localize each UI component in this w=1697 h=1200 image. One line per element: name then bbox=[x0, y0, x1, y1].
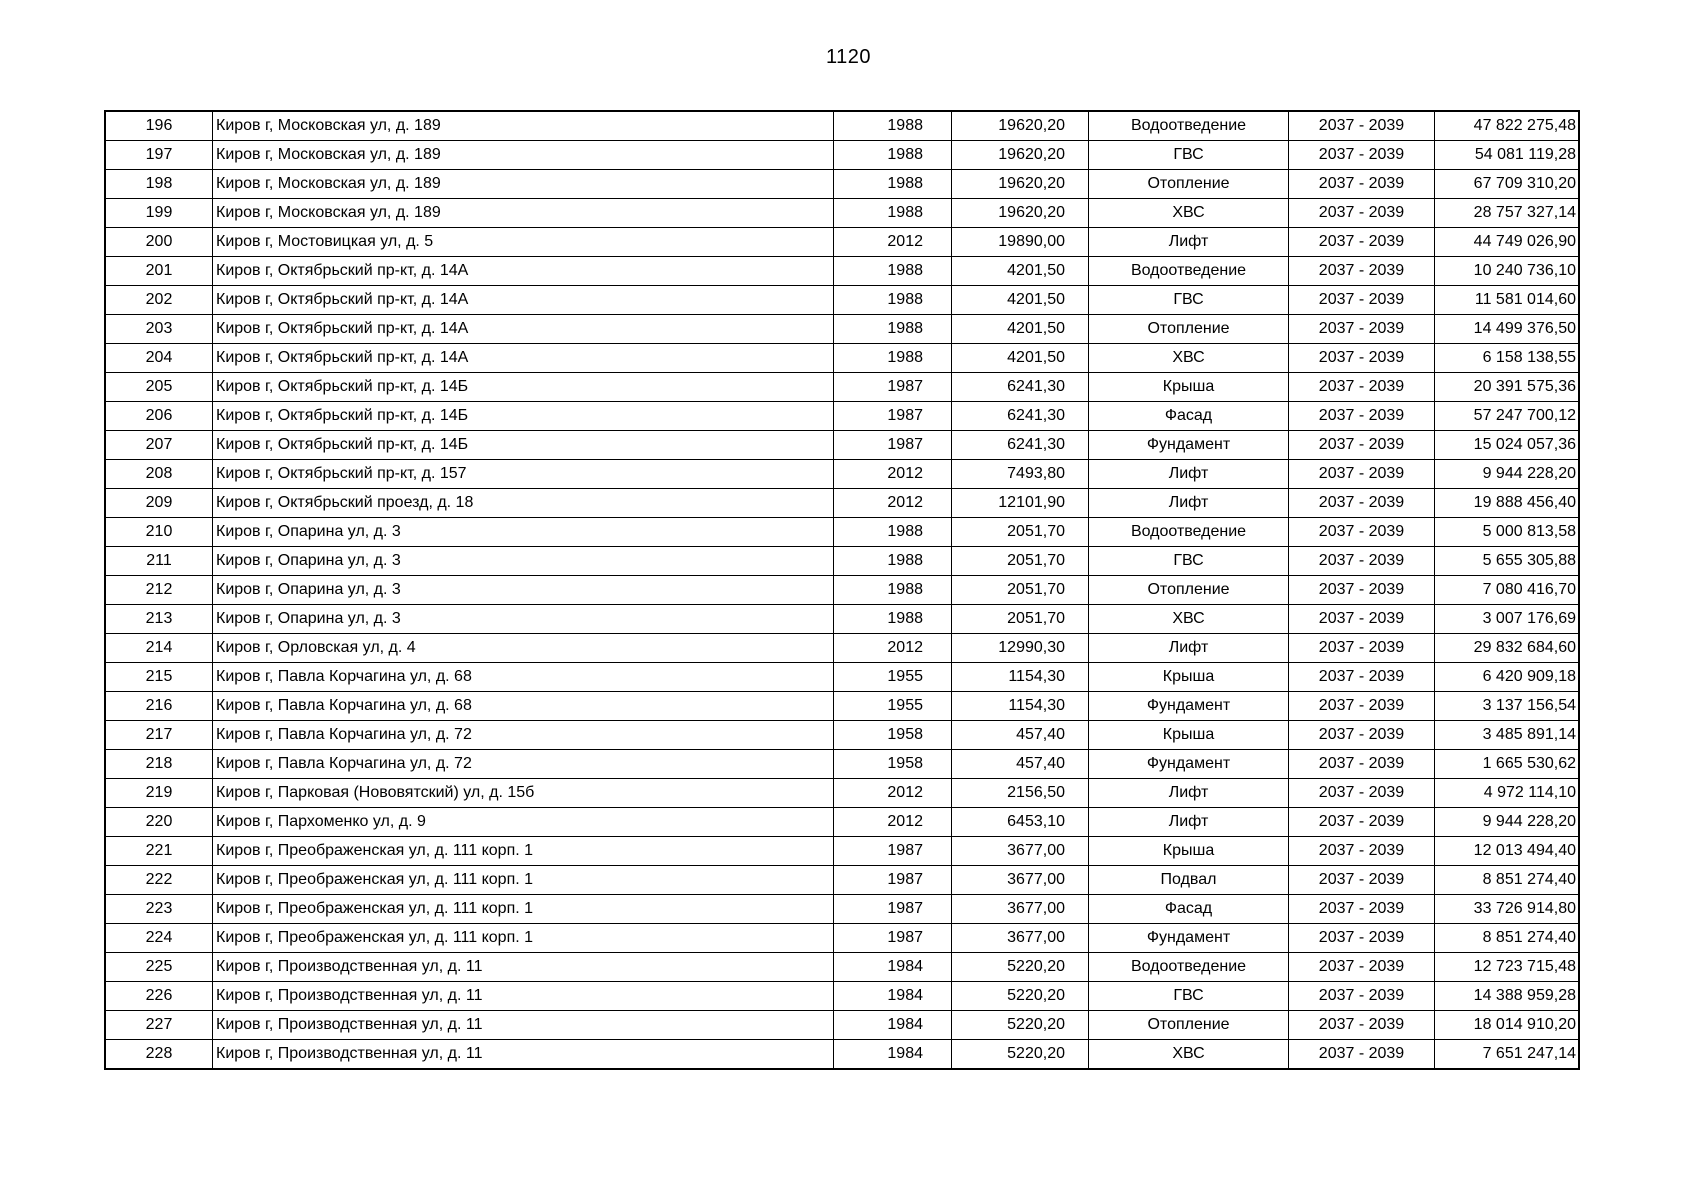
address-cell: Киров г, Опарина ул, д. 3 bbox=[213, 518, 834, 547]
area-cell: 2051,70 bbox=[952, 547, 1089, 576]
row-number-cell: 227 bbox=[105, 1011, 213, 1040]
cost-cell: 29 832 684,60 bbox=[1435, 634, 1580, 663]
work-type-cell: Крыша bbox=[1089, 721, 1289, 750]
area-cell: 19620,20 bbox=[952, 199, 1089, 228]
cost-cell: 9 944 228,20 bbox=[1435, 808, 1580, 837]
work-type-cell: ГВС bbox=[1089, 286, 1289, 315]
area-cell: 5220,20 bbox=[952, 1040, 1089, 1070]
address-cell: Киров г, Московская ул, д. 189 bbox=[213, 141, 834, 170]
table-row bbox=[105, 605, 1579, 634]
table-row bbox=[105, 489, 1579, 518]
period-cell: 2037 - 2039 bbox=[1289, 141, 1435, 170]
table-row bbox=[105, 808, 1579, 837]
page-number: 1120 bbox=[825, 46, 871, 68]
build-year-cell: 1958 bbox=[834, 721, 952, 750]
row-number-cell: 220 bbox=[105, 808, 213, 837]
table-row bbox=[105, 373, 1579, 402]
row-number-cell: 221 bbox=[105, 837, 213, 866]
build-year-cell: 1984 bbox=[834, 982, 952, 1011]
cost-cell: 33 726 914,80 bbox=[1435, 895, 1580, 924]
row-number-cell: 225 bbox=[105, 953, 213, 982]
row-number-cell: 214 bbox=[105, 634, 213, 663]
build-year-cell: 2012 bbox=[834, 634, 952, 663]
build-year-cell: 1955 bbox=[834, 692, 952, 721]
address-cell: Киров г, Октябрьский пр-кт, д. 14А bbox=[213, 315, 834, 344]
cost-cell: 4 972 114,10 bbox=[1435, 779, 1580, 808]
table-row bbox=[105, 634, 1579, 663]
cost-cell: 12 723 715,48 bbox=[1435, 953, 1580, 982]
address-cell: Киров г, Орловская ул, д. 4 bbox=[213, 634, 834, 663]
repair-schedule-table bbox=[104, 110, 1580, 1070]
build-year-cell: 1988 bbox=[834, 199, 952, 228]
build-year-cell: 1955 bbox=[834, 663, 952, 692]
area-cell: 1154,30 bbox=[952, 692, 1089, 721]
build-year-cell: 1988 bbox=[834, 257, 952, 286]
work-type-cell: Отопление bbox=[1089, 1011, 1289, 1040]
work-type-cell: ХВС bbox=[1089, 605, 1289, 634]
work-type-cell: Крыша bbox=[1089, 373, 1289, 402]
period-cell: 2037 - 2039 bbox=[1289, 431, 1435, 460]
address-cell: Киров г, Октябрьский пр-кт, д. 14А bbox=[213, 286, 834, 315]
row-number-cell: 206 bbox=[105, 402, 213, 431]
table-row bbox=[105, 431, 1579, 460]
address-cell: Киров г, Производственная ул, д. 11 bbox=[213, 1040, 834, 1070]
row-number-cell: 212 bbox=[105, 576, 213, 605]
table-row bbox=[105, 750, 1579, 779]
period-cell: 2037 - 2039 bbox=[1289, 750, 1435, 779]
row-number-cell: 197 bbox=[105, 141, 213, 170]
area-cell: 5220,20 bbox=[952, 1011, 1089, 1040]
area-cell: 5220,20 bbox=[952, 953, 1089, 982]
row-number-cell: 224 bbox=[105, 924, 213, 953]
row-number-cell: 211 bbox=[105, 547, 213, 576]
table-row bbox=[105, 402, 1579, 431]
period-cell: 2037 - 2039 bbox=[1289, 692, 1435, 721]
row-number-cell: 228 bbox=[105, 1040, 213, 1070]
work-type-cell: Фасад bbox=[1089, 402, 1289, 431]
table-row bbox=[105, 315, 1579, 344]
work-type-cell: Фасад bbox=[1089, 895, 1289, 924]
cost-cell: 7 080 416,70 bbox=[1435, 576, 1580, 605]
work-type-cell: ХВС bbox=[1089, 344, 1289, 373]
address-cell: Киров г, Опарина ул, д. 3 bbox=[213, 576, 834, 605]
table-row bbox=[105, 344, 1579, 373]
cost-cell: 19 888 456,40 bbox=[1435, 489, 1580, 518]
area-cell: 6241,30 bbox=[952, 373, 1089, 402]
period-cell: 2037 - 2039 bbox=[1289, 1011, 1435, 1040]
work-type-cell: Фундамент bbox=[1089, 750, 1289, 779]
area-cell: 3677,00 bbox=[952, 866, 1089, 895]
period-cell: 2037 - 2039 bbox=[1289, 257, 1435, 286]
cost-cell: 47 822 275,48 bbox=[1435, 111, 1580, 141]
table-row bbox=[105, 866, 1579, 895]
row-number-cell: 215 bbox=[105, 663, 213, 692]
period-cell: 2037 - 2039 bbox=[1289, 953, 1435, 982]
work-type-cell: Отопление bbox=[1089, 576, 1289, 605]
address-cell: Киров г, Производственная ул, д. 11 bbox=[213, 982, 834, 1011]
table-row bbox=[105, 982, 1579, 1011]
period-cell: 2037 - 2039 bbox=[1289, 199, 1435, 228]
row-number-cell: 203 bbox=[105, 315, 213, 344]
area-cell: 7493,80 bbox=[952, 460, 1089, 489]
address-cell: Киров г, Октябрьский пр-кт, д. 14А bbox=[213, 344, 834, 373]
cost-cell: 6 158 138,55 bbox=[1435, 344, 1580, 373]
area-cell: 19620,20 bbox=[952, 141, 1089, 170]
work-type-cell: Подвал bbox=[1089, 866, 1289, 895]
table-row bbox=[105, 286, 1579, 315]
table-row bbox=[105, 721, 1579, 750]
table-body bbox=[105, 111, 1579, 1069]
build-year-cell: 1988 bbox=[834, 547, 952, 576]
work-type-cell: Лифт bbox=[1089, 228, 1289, 257]
row-number-cell: 210 bbox=[105, 518, 213, 547]
period-cell: 2037 - 2039 bbox=[1289, 663, 1435, 692]
cost-cell: 10 240 736,10 bbox=[1435, 257, 1580, 286]
work-type-cell: Водоотведение bbox=[1089, 518, 1289, 547]
work-type-cell: Лифт bbox=[1089, 779, 1289, 808]
table-row bbox=[105, 576, 1579, 605]
cost-cell: 67 709 310,20 bbox=[1435, 170, 1580, 199]
period-cell: 2037 - 2039 bbox=[1289, 286, 1435, 315]
address-cell: Киров г, Преображенская ул, д. 111 корп. 1 bbox=[213, 837, 834, 866]
area-cell: 2051,70 bbox=[952, 605, 1089, 634]
area-cell: 5220,20 bbox=[952, 982, 1089, 1011]
period-cell: 2037 - 2039 bbox=[1289, 866, 1435, 895]
period-cell: 2037 - 2039 bbox=[1289, 228, 1435, 257]
row-number-cell: 222 bbox=[105, 866, 213, 895]
area-cell: 6453,10 bbox=[952, 808, 1089, 837]
address-cell: Киров г, Октябрьский проезд, д. 18 bbox=[213, 489, 834, 518]
row-number-cell: 205 bbox=[105, 373, 213, 402]
cost-cell: 3 485 891,14 bbox=[1435, 721, 1580, 750]
work-type-cell: Водоотведение bbox=[1089, 111, 1289, 141]
table-row bbox=[105, 1040, 1579, 1070]
work-type-cell: Фундамент bbox=[1089, 431, 1289, 460]
table-row bbox=[105, 460, 1579, 489]
area-cell: 3677,00 bbox=[952, 837, 1089, 866]
cost-cell: 5 655 305,88 bbox=[1435, 547, 1580, 576]
cost-cell: 44 749 026,90 bbox=[1435, 228, 1580, 257]
cost-cell: 12 013 494,40 bbox=[1435, 837, 1580, 866]
period-cell: 2037 - 2039 bbox=[1289, 111, 1435, 141]
work-type-cell: Фундамент bbox=[1089, 924, 1289, 953]
row-number-cell: 226 bbox=[105, 982, 213, 1011]
row-number-cell: 218 bbox=[105, 750, 213, 779]
address-cell: Киров г, Пархоменко ул, д. 9 bbox=[213, 808, 834, 837]
table-row bbox=[105, 692, 1579, 721]
address-cell: Киров г, Преображенская ул, д. 111 корп. 1 bbox=[213, 866, 834, 895]
period-cell: 2037 - 2039 bbox=[1289, 808, 1435, 837]
table-row bbox=[105, 547, 1579, 576]
build-year-cell: 1984 bbox=[834, 1040, 952, 1070]
build-year-cell: 1988 bbox=[834, 518, 952, 547]
area-cell: 19620,20 bbox=[952, 111, 1089, 141]
work-type-cell: Отопление bbox=[1089, 170, 1289, 199]
build-year-cell: 1987 bbox=[834, 837, 952, 866]
work-type-cell: Лифт bbox=[1089, 634, 1289, 663]
period-cell: 2037 - 2039 bbox=[1289, 721, 1435, 750]
row-number-cell: 196 bbox=[105, 111, 213, 141]
cost-cell: 11 581 014,60 bbox=[1435, 286, 1580, 315]
build-year-cell: 1988 bbox=[834, 141, 952, 170]
build-year-cell: 1984 bbox=[834, 1011, 952, 1040]
build-year-cell: 2012 bbox=[834, 779, 952, 808]
area-cell: 12101,90 bbox=[952, 489, 1089, 518]
table-row bbox=[105, 141, 1579, 170]
work-type-cell: Лифт bbox=[1089, 489, 1289, 518]
area-cell: 4201,50 bbox=[952, 257, 1089, 286]
cost-cell: 8 851 274,40 bbox=[1435, 866, 1580, 895]
table-row bbox=[105, 779, 1579, 808]
address-cell: Киров г, Октябрьский пр-кт, д. 14Б bbox=[213, 373, 834, 402]
work-type-cell: Водоотведение bbox=[1089, 257, 1289, 286]
address-cell: Киров г, Павла Корчагина ул, д. 72 bbox=[213, 721, 834, 750]
period-cell: 2037 - 2039 bbox=[1289, 402, 1435, 431]
address-cell: Киров г, Мостовицкая ул, д. 5 bbox=[213, 228, 834, 257]
row-number-cell: 198 bbox=[105, 170, 213, 199]
build-year-cell: 1988 bbox=[834, 344, 952, 373]
table-row bbox=[105, 518, 1579, 547]
address-cell: Киров г, Павла Корчагина ул, д. 68 bbox=[213, 663, 834, 692]
row-number-cell: 209 bbox=[105, 489, 213, 518]
period-cell: 2037 - 2039 bbox=[1289, 779, 1435, 808]
build-year-cell: 1988 bbox=[834, 111, 952, 141]
area-cell: 2051,70 bbox=[952, 518, 1089, 547]
address-cell: Киров г, Октябрьский пр-кт, д. 14А bbox=[213, 257, 834, 286]
cost-cell: 3 137 156,54 bbox=[1435, 692, 1580, 721]
work-type-cell: ГВС bbox=[1089, 141, 1289, 170]
area-cell: 6241,30 bbox=[952, 402, 1089, 431]
area-cell: 4201,50 bbox=[952, 344, 1089, 373]
table-row bbox=[105, 1011, 1579, 1040]
address-cell: Киров г, Опарина ул, д. 3 bbox=[213, 547, 834, 576]
row-number-cell: 208 bbox=[105, 460, 213, 489]
period-cell: 2037 - 2039 bbox=[1289, 605, 1435, 634]
period-cell: 2037 - 2039 bbox=[1289, 576, 1435, 605]
cost-cell: 14 499 376,50 bbox=[1435, 315, 1580, 344]
table-row bbox=[105, 837, 1579, 866]
row-number-cell: 216 bbox=[105, 692, 213, 721]
build-year-cell: 1987 bbox=[834, 431, 952, 460]
address-cell: Киров г, Октябрьский пр-кт, д. 14Б bbox=[213, 431, 834, 460]
row-number-cell: 200 bbox=[105, 228, 213, 257]
address-cell: Киров г, Производственная ул, д. 11 bbox=[213, 953, 834, 982]
table-row bbox=[105, 111, 1579, 141]
address-cell: Киров г, Павла Корчагина ул, д. 68 bbox=[213, 692, 834, 721]
area-cell: 6241,30 bbox=[952, 431, 1089, 460]
build-year-cell: 1988 bbox=[834, 286, 952, 315]
address-cell: Киров г, Производственная ул, д. 11 bbox=[213, 1011, 834, 1040]
work-type-cell: Крыша bbox=[1089, 837, 1289, 866]
table-row bbox=[105, 895, 1579, 924]
cost-cell: 18 014 910,20 bbox=[1435, 1011, 1580, 1040]
area-cell: 12990,30 bbox=[952, 634, 1089, 663]
period-cell: 2037 - 2039 bbox=[1289, 460, 1435, 489]
cost-cell: 5 000 813,58 bbox=[1435, 518, 1580, 547]
period-cell: 2037 - 2039 bbox=[1289, 344, 1435, 373]
cost-cell: 28 757 327,14 bbox=[1435, 199, 1580, 228]
cost-cell: 20 391 575,36 bbox=[1435, 373, 1580, 402]
address-cell: Киров г, Московская ул, д. 189 bbox=[213, 199, 834, 228]
build-year-cell: 2012 bbox=[834, 808, 952, 837]
cost-cell: 1 665 530,62 bbox=[1435, 750, 1580, 779]
cost-cell: 9 944 228,20 bbox=[1435, 460, 1580, 489]
area-cell: 2156,50 bbox=[952, 779, 1089, 808]
area-cell: 19890,00 bbox=[952, 228, 1089, 257]
row-number-cell: 219 bbox=[105, 779, 213, 808]
table-row bbox=[105, 228, 1579, 257]
area-cell: 1154,30 bbox=[952, 663, 1089, 692]
cost-cell: 8 851 274,40 bbox=[1435, 924, 1580, 953]
period-cell: 2037 - 2039 bbox=[1289, 547, 1435, 576]
build-year-cell: 1984 bbox=[834, 953, 952, 982]
work-type-cell: ХВС bbox=[1089, 199, 1289, 228]
address-cell: Киров г, Павла Корчагина ул, д. 72 bbox=[213, 750, 834, 779]
cost-cell: 3 007 176,69 bbox=[1435, 605, 1580, 634]
address-cell: Киров г, Парковая (Нововятский) ул, д. 15б bbox=[213, 779, 834, 808]
build-year-cell: 2012 bbox=[834, 228, 952, 257]
table-row bbox=[105, 170, 1579, 199]
period-cell: 2037 - 2039 bbox=[1289, 982, 1435, 1011]
build-year-cell: 2012 bbox=[834, 460, 952, 489]
row-number-cell: 199 bbox=[105, 199, 213, 228]
cost-cell: 7 651 247,14 bbox=[1435, 1040, 1580, 1070]
cost-cell: 57 247 700,12 bbox=[1435, 402, 1580, 431]
period-cell: 2037 - 2039 bbox=[1289, 924, 1435, 953]
work-type-cell: ГВС bbox=[1089, 547, 1289, 576]
period-cell: 2037 - 2039 bbox=[1289, 895, 1435, 924]
period-cell: 2037 - 2039 bbox=[1289, 315, 1435, 344]
build-year-cell: 1988 bbox=[834, 315, 952, 344]
period-cell: 2037 - 2039 bbox=[1289, 837, 1435, 866]
build-year-cell: 1987 bbox=[834, 373, 952, 402]
address-cell: Киров г, Опарина ул, д. 3 bbox=[213, 605, 834, 634]
build-year-cell: 1988 bbox=[834, 576, 952, 605]
cost-cell: 15 024 057,36 bbox=[1435, 431, 1580, 460]
address-cell: Киров г, Преображенская ул, д. 111 корп. 1 bbox=[213, 924, 834, 953]
cost-cell: 6 420 909,18 bbox=[1435, 663, 1580, 692]
area-cell: 3677,00 bbox=[952, 895, 1089, 924]
cost-cell: 14 388 959,28 bbox=[1435, 982, 1580, 1011]
area-cell: 3677,00 bbox=[952, 924, 1089, 953]
row-number-cell: 202 bbox=[105, 286, 213, 315]
period-cell: 2037 - 2039 bbox=[1289, 489, 1435, 518]
row-number-cell: 201 bbox=[105, 257, 213, 286]
build-year-cell: 1987 bbox=[834, 866, 952, 895]
period-cell: 2037 - 2039 bbox=[1289, 518, 1435, 547]
build-year-cell: 1987 bbox=[834, 402, 952, 431]
row-number-cell: 207 bbox=[105, 431, 213, 460]
work-type-cell: Водоотведение bbox=[1089, 953, 1289, 982]
table-row bbox=[105, 663, 1579, 692]
work-type-cell: Лифт bbox=[1089, 460, 1289, 489]
build-year-cell: 1988 bbox=[834, 170, 952, 199]
table-row bbox=[105, 953, 1579, 982]
area-cell: 457,40 bbox=[952, 750, 1089, 779]
area-cell: 2051,70 bbox=[952, 576, 1089, 605]
area-cell: 457,40 bbox=[952, 721, 1089, 750]
table-row bbox=[105, 924, 1579, 953]
work-type-cell: Лифт bbox=[1089, 808, 1289, 837]
cost-cell: 54 081 119,28 bbox=[1435, 141, 1580, 170]
build-year-cell: 1987 bbox=[834, 924, 952, 953]
period-cell: 2037 - 2039 bbox=[1289, 634, 1435, 663]
build-year-cell: 1987 bbox=[834, 895, 952, 924]
build-year-cell: 1988 bbox=[834, 605, 952, 634]
row-number-cell: 204 bbox=[105, 344, 213, 373]
build-year-cell: 1958 bbox=[834, 750, 952, 779]
address-cell: Киров г, Московская ул, д. 189 bbox=[213, 111, 834, 141]
table-row bbox=[105, 257, 1579, 286]
address-cell: Киров г, Преображенская ул, д. 111 корп. 1 bbox=[213, 895, 834, 924]
table-row bbox=[105, 199, 1579, 228]
address-cell: Киров г, Октябрьский пр-кт, д. 14Б bbox=[213, 402, 834, 431]
build-year-cell: 2012 bbox=[834, 489, 952, 518]
area-cell: 4201,50 bbox=[952, 286, 1089, 315]
address-cell: Киров г, Московская ул, д. 189 bbox=[213, 170, 834, 199]
row-number-cell: 223 bbox=[105, 895, 213, 924]
address-cell: Киров г, Октябрьский пр-кт, д. 157 bbox=[213, 460, 834, 489]
area-cell: 4201,50 bbox=[952, 315, 1089, 344]
work-type-cell: ГВС bbox=[1089, 982, 1289, 1011]
area-cell: 19620,20 bbox=[952, 170, 1089, 199]
row-number-cell: 213 bbox=[105, 605, 213, 634]
work-type-cell: ХВС bbox=[1089, 1040, 1289, 1070]
work-type-cell: Отопление bbox=[1089, 315, 1289, 344]
period-cell: 2037 - 2039 bbox=[1289, 170, 1435, 199]
period-cell: 2037 - 2039 bbox=[1289, 373, 1435, 402]
row-number-cell: 217 bbox=[105, 721, 213, 750]
period-cell: 2037 - 2039 bbox=[1289, 1040, 1435, 1070]
work-type-cell: Фундамент bbox=[1089, 692, 1289, 721]
work-type-cell: Крыша bbox=[1089, 663, 1289, 692]
